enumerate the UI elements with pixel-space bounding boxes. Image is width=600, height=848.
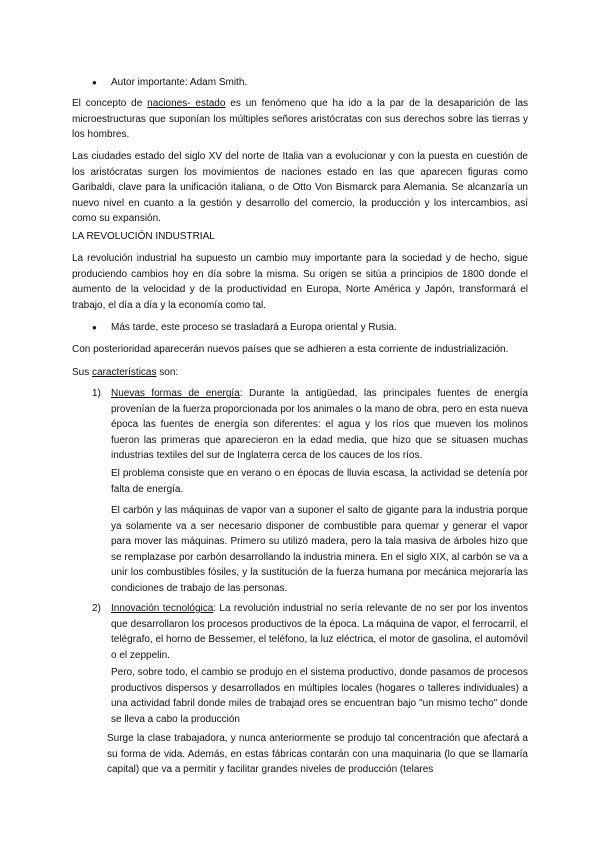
paragraph-text: : Durante la antigüedad, las principales fuentes de energía provenían de la fuerza proporcionada por los animales o la mano de obra, pero en esta nueva época las fuentes de energía son diferentes: el agua y los ríos que mueven los molinos fueron las primeras que aparecieron en la edad media, que hizo que se situasen muchas industrias textiles del sur de Inglaterra cerca de los cauces de los ríos. [111,388,529,462]
item1-title: Nuevas formas de energía [111,388,240,399]
features-intro [72,365,528,381]
list-number-1: 1) [92,388,101,399]
bullet-dot-icon: ● [92,78,97,87]
bullet-later-text: Más tarde, este proceso se trasladará a Europa oriental y Rusia. [111,322,397,333]
underlined-term: naciones- estado [147,98,226,109]
paragraph-text: son: [156,367,179,378]
paragraph-city-states: Las ciudades estado del siglo XV del norte de Italia van a evolucionar y con la puesta en cuestión de los aristócratas surgen los movimientos de naciones estado en las que aparecen figuras como Garibaldi, clave para la unificación italiana, o de Otto Von Bismarck para Alemania. Se alcanzaría un nuevo nivel en cuanto a la gestión y desarrollo del comercio, la producción y los intercambios, así como su expansión. [72,151,528,225]
underlined-term: características [92,367,157,378]
section-heading: LA REVOLUCIÓN INDUSTRIAL [72,231,215,242]
paragraph-text: El concepto de [72,98,148,109]
item2-paragraph-3: Surge la clase trabajadora, y nunca anteriormente se produjo tal concentración que afectará a su forma de vida. Además, en estas fábricas contarán con una maquinaria (lo que se llamaría capital) que va a permitir y facilitar grandes niveles de producción (telares [107,733,528,776]
item2-paragraph [111,601,528,663]
paragraph-text: Sus [72,367,93,378]
paragraph-new-countries: Con posterioridad aparecerán nuevos países que se adhieren a esta corriente de industrialización. [72,344,509,355]
item2-paragraph-2: Pero, sobre todo, el cambio se produjo en el sistema productivo, donde pasamos de procesos productivos dispersos y desarrollados en múltiples locales (hogares o talleres individuales) a una actividad fabril donde miles de trabajad ores se encuentran bajo "un mismo techo" donde se lleva a cabo la producción [111,667,528,725]
bullet-author-text: Autor importante: Adam Smith. [111,77,248,88]
item1-paragraph [111,386,528,464]
list-number-2: 2) [92,603,101,614]
paragraph-industrial-revolution: La revolución industrial ha supuesto un cambio muy importante para la sociedad y de hecho, sigue produciendo cambios hoy en día sobre la misma. Su origen se sitúa a principios de 1800 donde el aumento de la velocidad y de la productividad en Europa, Norte América y Japón, transformará el trabajo, el día a día y la economía como tal. [72,253,528,311]
item2-title: Innovación tecnológica [111,603,214,614]
paragraph-text: es un fenómeno que ha ido a la par de la desaparición de las microestructuras que suponían los múltiples señores aristócratas con sus derechos sobre las tierras y los hombres. [72,98,529,141]
item1-paragraph-3: El carbón y las máquinas de vapor van a suponer el salto de gigante para la industria porque ya solamente va a ser necesario disponer de combustible para quemar y generar el vapor para mover las máquinas. Primero su utilizó madera, pero la tala masiva de árboles hizo que se remplazase por carbón desarrollando la industria minera. En el siglo XIX, al carbón se va a unir los combustibles fósiles, y la sustitución de la fuerza humana por mecánica mejoraría las condiciones de trabajo de las personas. [111,505,528,594]
bullet-dot-icon: ● [92,323,97,332]
paragraph-nation-state [72,96,528,143]
paragraph-text: : La revolución industrial no sería relevante de no ser por los inventos que desarrollaron los procesos productivos de la época. La máquina de vapor, el ferrocarril, el telégrafo, el horno de Bessemer, el teléfono, la luz eléctrica, el motor de gasolina, el automóvil o el zeppelin. [111,603,528,661]
item1-paragraph-2: El problema consiste que en verano o en épocas de lluvia escasa, la actividad se detenía por falta de energía. [111,468,528,495]
